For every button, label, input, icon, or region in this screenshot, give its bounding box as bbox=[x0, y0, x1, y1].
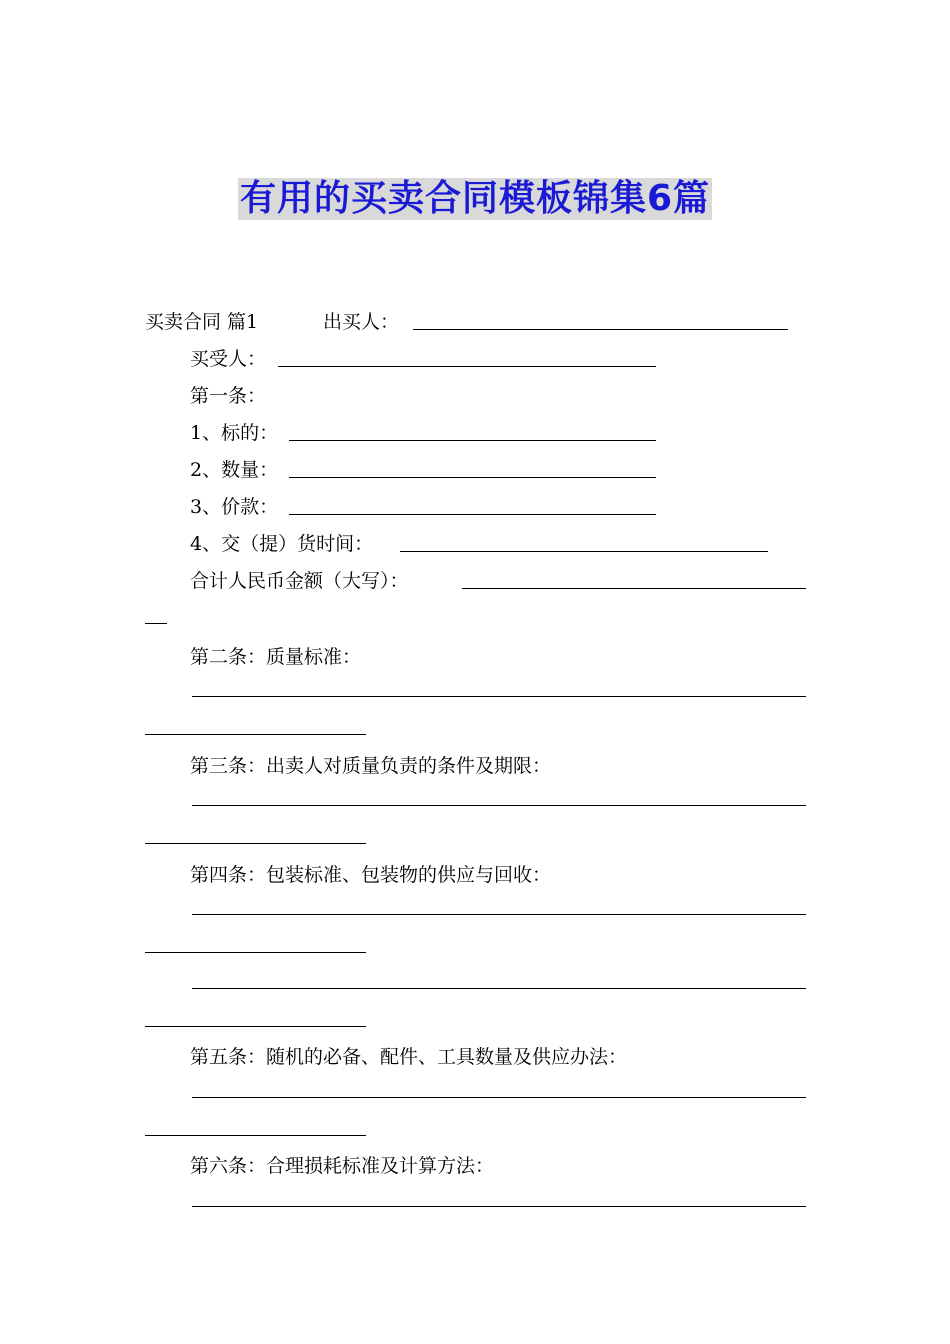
article2-blank-2 bbox=[145, 734, 366, 735]
total-blank-cont bbox=[145, 623, 167, 624]
article5-blank-1 bbox=[192, 1097, 806, 1098]
article1-line bbox=[190, 384, 266, 408]
item2-label: 2、数量： bbox=[190, 459, 279, 481]
buyer-blank bbox=[413, 329, 788, 330]
article2-line bbox=[190, 645, 361, 669]
title-container bbox=[0, 178, 950, 220]
seller-line bbox=[190, 347, 266, 371]
article3-blank-1 bbox=[192, 805, 806, 806]
item3-label: 3、价款： bbox=[190, 496, 279, 518]
total-label: 合计人民币金额（大写）： bbox=[190, 570, 409, 592]
buyer-line bbox=[323, 310, 399, 334]
article4-blank-2 bbox=[145, 952, 366, 953]
article5-line bbox=[190, 1045, 627, 1069]
seller-label: 买受人： bbox=[190, 348, 267, 370]
article4-label: 第四条：包装标准、包装物的供应与回收： bbox=[190, 864, 552, 886]
buyer-label: 出买人： bbox=[323, 311, 400, 333]
article6-line bbox=[190, 1154, 494, 1178]
item2-blank bbox=[289, 477, 656, 478]
item1-line bbox=[190, 421, 278, 445]
item4-line bbox=[190, 532, 373, 556]
item3-blank bbox=[289, 514, 656, 515]
item1-blank bbox=[289, 440, 656, 441]
article3-blank-2 bbox=[145, 843, 366, 844]
item2-line bbox=[190, 458, 278, 482]
item3-line bbox=[190, 495, 278, 519]
article2-label: 第二条：质量标准： bbox=[190, 646, 362, 668]
contract-heading-line bbox=[145, 310, 258, 334]
article5-label: 第五条：随机的必备、配件、工具数量及供应办法： bbox=[190, 1046, 628, 1068]
item4-label: 4、交（提）货时间： bbox=[190, 533, 374, 555]
article4-line bbox=[190, 863, 551, 887]
article4-blank-1 bbox=[192, 914, 806, 915]
item4-blank bbox=[400, 551, 768, 552]
total-line bbox=[190, 569, 409, 593]
article4-blank-3 bbox=[192, 988, 806, 989]
article2-blank-1 bbox=[192, 696, 806, 697]
article6-blank-1 bbox=[192, 1206, 806, 1207]
article4-blank-4 bbox=[145, 1026, 366, 1027]
seller-blank bbox=[278, 366, 656, 367]
article3-line bbox=[190, 754, 551, 778]
contract-heading: 买卖合同 篇1 bbox=[145, 311, 259, 333]
article3-label: 第三条：出卖人对质量负责的条件及期限： bbox=[190, 755, 552, 777]
document-title: 有用的买卖合同模板锦集6篇 bbox=[239, 178, 711, 219]
item1-label: 1、标的： bbox=[190, 422, 279, 444]
article6-label: 第六条：合理损耗标准及计算方法： bbox=[190, 1155, 495, 1177]
article5-blank-2 bbox=[145, 1135, 366, 1136]
article1-label: 第一条： bbox=[190, 385, 267, 407]
total-blank bbox=[462, 588, 806, 589]
